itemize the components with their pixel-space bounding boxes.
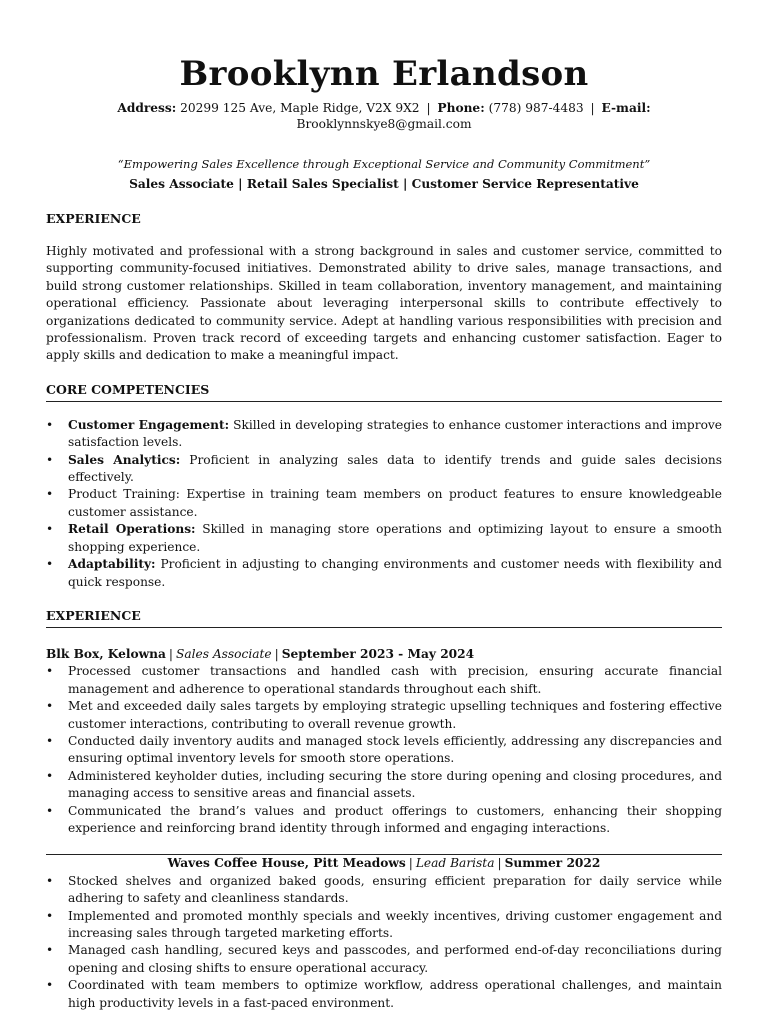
job-dates: September 2023 - May 2024 <box>281 646 475 661</box>
job-bullet-item <box>46 698 722 733</box>
competencies-heading: CORE COMPETENCIES <box>46 382 722 402</box>
job-bullet-item <box>46 942 722 977</box>
email-label: E-mail: <box>601 101 651 115</box>
summary-heading: EXPERIENCE <box>46 211 141 226</box>
job-bullet-item <box>46 803 722 838</box>
competency-item <box>46 486 722 521</box>
job-bullet-text: Conducted daily inventory audits and managed stock levels efficiently, addressing any discrepancies and ensuring optimal inventory levels for smooth store operations. <box>68 733 722 766</box>
job-bullet-text: Communicated the brand’s values and product offerings to customers, enhancing their shopping experience and reinforcing brand identity through informed and engaging interactions. <box>68 803 722 835</box>
bullet-icon: • <box>46 768 54 783</box>
job-bullet-text: Coordinated with team members to optimize workflow, address operational challenges, and maintain high productivity levels in a fast-paced environment. <box>68 978 722 1010</box>
competency-text: Skilled in developing strategies to enhance customer interactions and improve satisfaction levels. <box>68 417 722 450</box>
address-label: Address: <box>117 101 177 115</box>
bullet-icon: • <box>46 417 54 432</box>
job-bullets <box>46 873 722 1012</box>
job-separator: | <box>168 646 173 661</box>
job-bullet-text: Managed cash handling, secured keys and passcodes, and performed end-of-day reconciliations during opening and closing shifts to ensure operational accuracy. <box>68 943 722 975</box>
competencies-list <box>46 417 722 591</box>
job-role: Sales Associate <box>176 646 272 661</box>
bullet-icon: • <box>46 452 54 467</box>
job-role: Lead Barista <box>415 856 495 871</box>
competency-item <box>46 521 722 556</box>
job-header <box>46 646 722 663</box>
target-roles: Sales Associate | Retail Sales Specialist | Customer Service Representative <box>129 177 639 191</box>
bullet-icon: • <box>46 664 54 679</box>
bullet-icon: • <box>46 733 54 748</box>
bullet-icon: • <box>46 522 54 537</box>
bullet-icon: • <box>46 557 54 572</box>
job-bullet-text: Met and exceeded daily sales targets by employing strategic upselling techniques and fostering effective customer interactions, contributing to overall revenue growth. <box>68 699 722 731</box>
job-bullet-item <box>46 977 722 1012</box>
competency-text: Product Training: Expertise in training team members on product features to ensure knowledgeable customer assistance. <box>68 487 722 519</box>
competency-label: Adaptability: <box>68 557 156 572</box>
bullet-icon: • <box>46 908 54 923</box>
competency-item <box>46 417 722 452</box>
job-company: Waves Coffee House, Pitt Meadows <box>167 856 406 871</box>
competency-label: Retail Operations: <box>68 522 196 537</box>
job-dates: Summer 2022 <box>504 856 601 871</box>
job-bullet-item <box>46 663 722 698</box>
candidate-name: Brooklynn Erlandson <box>179 54 589 94</box>
job-header <box>46 855 722 872</box>
competency-text: Proficient in adjusting to changing environments and customer needs with flexibility and quick response. <box>68 557 722 589</box>
competency-label: Sales Analytics: <box>68 452 181 467</box>
summary-paragraph: Highly motivated and professional with a strong background in sales and customer service, committed to supporting community-focused initiatives. Demonstrated ability to drive sales, manage transactions, and build strong customer relationships. Skilled in team collaboration, inventory management, and maintaining operational efficiency. Passionate about leveraging interpersonal skills to contribute effectively to organizations dedicated to community service. Adept at handling various responsibilities with precision and professionalism. Proven track record of exceeding targets and enhancing customer satisfaction. Eager to apply skills and dedication to make a meaningful impact. <box>46 244 722 363</box>
contact-separator: | <box>590 101 595 115</box>
bullet-icon: • <box>46 699 54 714</box>
phone-label: Phone: <box>437 101 485 115</box>
bullet-icon: • <box>46 943 54 958</box>
job-separator: | <box>497 856 502 871</box>
job-bullet-text: Stocked shelves and organized baked goods, ensuring efficient preparation for daily service while adhering to safety and cleanliness standards. <box>68 873 722 906</box>
competency-text: Skilled in managing store operations and optimizing layout to ensure a smooth shopping experience. <box>68 522 722 554</box>
bullet-icon: • <box>46 873 54 888</box>
job-bullet-text: Implemented and promoted monthly specials and weekly incentives, driving customer engagement and increasing sales through targeted marketing efforts. <box>68 908 722 940</box>
bullet-icon: • <box>46 487 54 502</box>
job-bullet-item <box>46 873 722 908</box>
job-bullet-item <box>46 768 722 803</box>
competency-label: Customer Engagement: <box>68 417 230 432</box>
phone-value: (778) 987-4483 <box>488 101 584 115</box>
job-bullet-item <box>46 733 722 768</box>
competency-text: Proficient in analyzing sales data to identify trends and guide sales decisions effectively. <box>68 452 722 485</box>
experience-list <box>46 646 722 1012</box>
job-separator: | <box>274 646 279 661</box>
bullet-icon: • <box>46 978 54 993</box>
job-bullet-item <box>46 908 722 943</box>
contact-line <box>46 100 722 132</box>
job-company: Blk Box, Kelowna <box>46 646 166 661</box>
job-bullets <box>46 663 722 837</box>
email-value[interactable]: Brooklynnskye8@gmail.com <box>296 117 472 131</box>
job-bullet-text: Administered keyholder duties, including securing the store during opening and closing procedures, and managing access to sensitive areas and financial assets. <box>68 768 722 801</box>
competency-item <box>46 556 722 591</box>
job-separator: | <box>408 856 413 871</box>
bullet-icon: • <box>46 803 54 818</box>
competency-item <box>46 452 722 487</box>
tagline: “Empowering Sales Excellence through Exceptional Service and Community Commitment” <box>117 157 651 171</box>
job-bullet-text: Processed customer transactions and handled cash with precision, ensuring accurate financial management and adherence to operational standards throughout each shift. <box>68 664 722 696</box>
experience-heading: EXPERIENCE <box>46 608 722 628</box>
contact-separator: | <box>426 101 431 115</box>
address-value: 20299 125 Ave, Maple Ridge, V2X 9X2 <box>180 101 420 115</box>
